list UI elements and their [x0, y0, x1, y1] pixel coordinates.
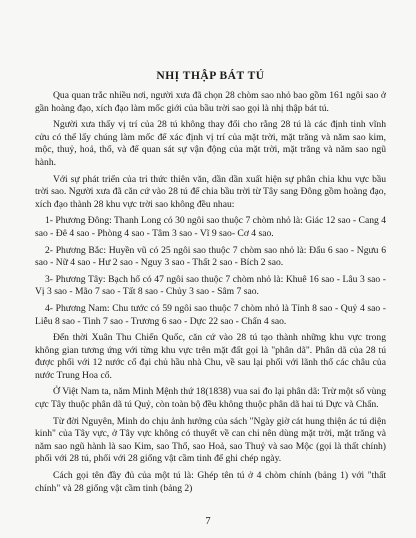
paragraph-yuan-ming: Từ đời Nguyên, Minh do chịu ảnh hưởng của sách "Ngày giờ cát hung thiện ác tú diện kinh" của Tây vực, ở Tây vực không có thuyết về can chi nên dùng mặt trời, mặt trăng và năm sao ngũ hành là sao Kim, sao Thổ, sao Hoả, sao Thuỷ và sao Mộc (gọi là thất chính) phối với 28 tú, phối với 28 giống vật cầm tinh để ghi chép ngày.	[35, 415, 386, 465]
list-item-east: 1- Phương Đông: Thanh Long có 30 ngôi sao thuộc 7 chòm nhỏ là: Giác 12 sao - Cang 4 sao - Đê 4 sao - Phòng 4 sao - Tâm 3 sao - Vĩ 9 sao- Cơ 4 sao.	[35, 215, 386, 239]
paragraph-sky-division: Với sự phát triển của tri thức thiên văn, dần dần xuất hiện sự phân chia khu vực bầu trời sao. Người xưa đã căn cứ vào 28 tú để chia bầu trời từ Tây sang Đông gồm hoàng đạo, xích đạo thành 28 khu vực trời sao không đều nhau:	[35, 173, 386, 210]
list-item-north: 2- Phương Bắc: Huyền vũ có 25 ngôi sao thuộc 7 chòm sao nhỏ là: Đẩu 6 sao - Ngưu 6 sao - Nữ 4 sao - Hư 2 sao - Nguy 3 sao - Thất 2 sao - Bích 2 sao.	[35, 244, 386, 269]
page-number: 7	[205, 516, 211, 527]
paragraph-naming: Cách gọi tên đầy đủ của một tú là: Ghép tên tú ở 4 chòm chính (bảng 1) với "thất chính" và 28 giống vật cầm tinh (bảng 2)	[35, 470, 386, 494]
paragraph-phan-da: Đến thời Xuân Thu Chiến Quốc, căn cứ vào 28 tú tạo thành những khu vực trong không gian tương ứng với từng khu vực trên mặt đất gọi là "phân dã". Phân dã của 28 tú được phối với 12 nước cổ đại chủ hầu nhà Chu, về sau lại phối với lãnh thổ các châu của nước Trung Hoa cổ.	[35, 332, 386, 381]
list-item-west: 3- Phương Tây: Bạch hổ có 47 ngôi sao thuộc 7 chòm nhỏ là: Khuê 16 sao - Lâu 3 sao - Vị 3 sao - Mão 7 sao - Tất 8 sao - Chủy 3 sao - Sâm 7 sao.	[35, 273, 386, 298]
page-title: NHỊ THẬP BÁT TÚ	[156, 70, 265, 82]
paragraph-vietnam: Ở Việt Nam ta, năm Minh Mệnh thứ 18(1838) vua sai đo lại phân dã: Trừ một số vùng cực Tây thuộc phân dã tú Quỷ, còn toàn bộ đều không thuộc phân dã hai tú Dực và Chẩn.	[35, 386, 386, 411]
paragraph-fixed-stars: Người xưa thấy vị trí của 28 tú không thay đổi cho rằng 28 tú là các định tinh vĩnh cửu có thể lấy chúng làm mốc để xác định vị trí của mặt trời, mặt trăng và năm sao kim, mộc, thuỷ, hoả, thổ, và để quan sát sự vận động của mặt trời, mặt trăng và năm sao ngũ hành.	[35, 119, 386, 168]
list-item-south: 4- Phương Nam: Chu tước có 59 ngôi sao thuộc 7 chòm nhỏ là Tỉnh 8 sao - Quỷ 4 sao - Liễu 8 sao - Tinh 7 sao - Trương 6 sao - Dực 22 sao - Chẩn 4 sao.	[35, 302, 386, 327]
paragraph-intro: Qua quan trắc nhiều nơi, người xưa đã chọn 28 chòm sao nhỏ bao gồm 161 ngôi sao ở gần hoàng đạo, xích đạo làm mốc giới của bầu trời sao gọi là nhị thập bát tú.	[35, 90, 386, 114]
